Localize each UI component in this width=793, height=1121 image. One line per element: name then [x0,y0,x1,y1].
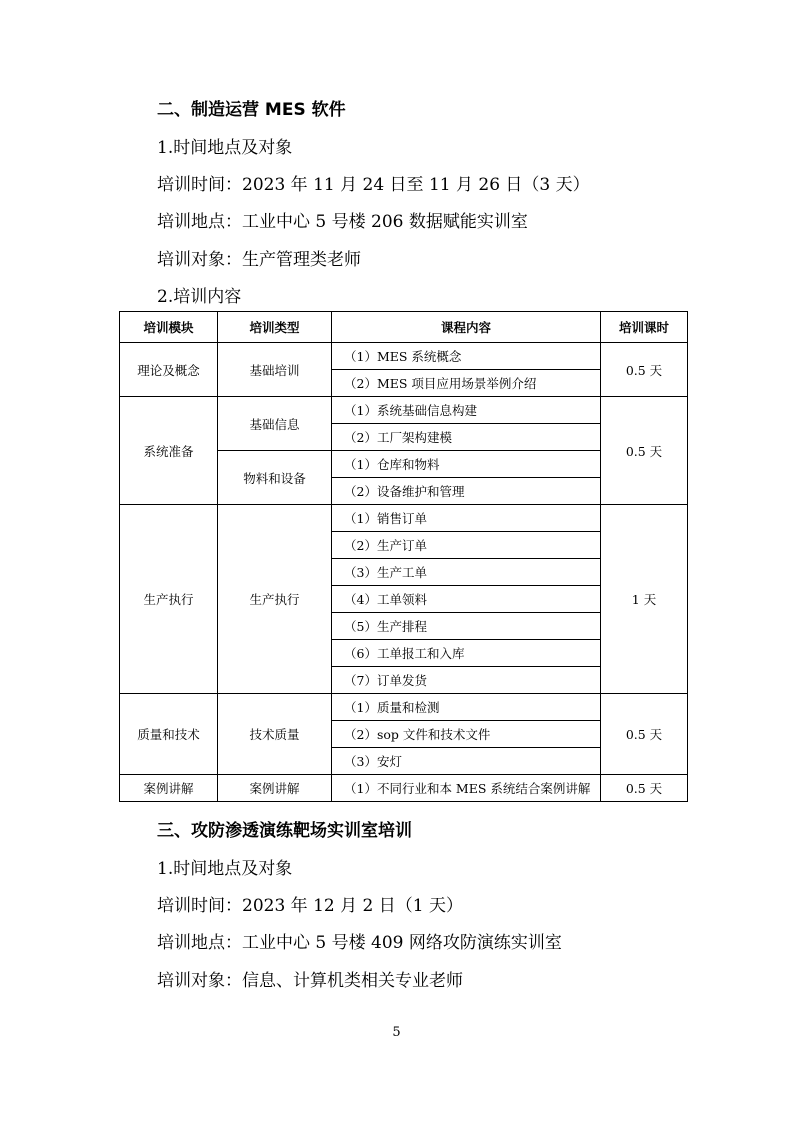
content-cell: （7）订单发货 [332,667,601,694]
section2-subheading-1: 1.时间地点及对象 [157,138,293,158]
training-place: 培训地点：工业中心 5 号楼 206 数据赋能实训室 [157,212,528,232]
hours-cell: 0.5 天 [601,343,688,397]
content-cell: （2）MES 项目应用场景举例介绍 [332,370,601,397]
content-cell: （3）生产工单 [332,559,601,586]
training-time: 培训时间：2023 年 11 月 24 日至 11 月 26 日（3 天） [157,175,590,195]
module-cell: 理论及概念 [120,343,218,397]
table-row [120,343,688,370]
hours-cell: 1 天 [601,505,688,694]
section3-heading: 三、攻防渗透演练靶场实训室培训 [157,821,412,841]
hours-cell: 0.5 天 [601,775,688,802]
header-type: 培训类型 [218,312,332,343]
table-header-row [120,312,688,343]
hours-cell: 0.5 天 [601,694,688,775]
section2-subheading-2: 2.培训内容 [157,287,242,307]
section3-training-time: 培训时间：2023 年 12 月 2 日（1 天） [157,896,463,916]
type-cell: 生产执行 [218,505,332,694]
header-hours: 培训课时 [601,312,688,343]
content-cell: （5）生产排程 [332,613,601,640]
module-cell: 系统准备 [120,397,218,505]
table-row [120,775,688,802]
content-cell: （1）质量和检测 [332,694,601,721]
type-cell: 案例讲解 [218,775,332,802]
section3-training-target: 培训对象：信息、计算机类相关专业老师 [157,971,463,991]
content-cell: （1）系统基础信息构建 [332,397,601,424]
module-cell: 生产执行 [120,505,218,694]
content-cell: （4）工单领料 [332,586,601,613]
content-cell: （2）sop 文件和技术文件 [332,721,601,748]
header-module: 培训模块 [120,312,218,343]
content-cell: （1）MES 系统概念 [332,343,601,370]
section3-subheading-1: 1.时间地点及对象 [157,859,293,879]
content-cell: （6）工单报工和入库 [332,640,601,667]
header-content: 课程内容 [332,312,601,343]
module-cell: 案例讲解 [120,775,218,802]
module-cell: 质量和技术 [120,694,218,775]
type-cell: 技术质量 [218,694,332,775]
content-cell: （2）设备维护和管理 [332,478,601,505]
type-cell: 物料和设备 [218,451,332,505]
content-cell: （1）销售订单 [332,505,601,532]
training-target: 培训对象：生产管理类老师 [157,250,361,270]
content-cell: （1）仓库和物料 [332,451,601,478]
type-cell: 基础信息 [218,397,332,451]
hours-cell: 0.5 天 [601,397,688,505]
section2-heading: 二、制造运营 MES 软件 [157,100,346,120]
training-content-table [119,311,688,802]
content-cell: （1）不同行业和本 MES 系统结合案例讲解 [332,775,601,802]
content-cell: （3）安灯 [332,748,601,775]
content-cell: （2）生产订单 [332,532,601,559]
table-row [120,694,688,721]
content-cell: （2）工厂架构建模 [332,424,601,451]
type-cell: 基础培训 [218,343,332,397]
page-number: 5 [392,1025,401,1040]
table-row [120,505,688,532]
section3-training-place: 培训地点：工业中心 5 号楼 409 网络攻防演练实训室 [157,933,562,953]
table-row [120,397,688,424]
